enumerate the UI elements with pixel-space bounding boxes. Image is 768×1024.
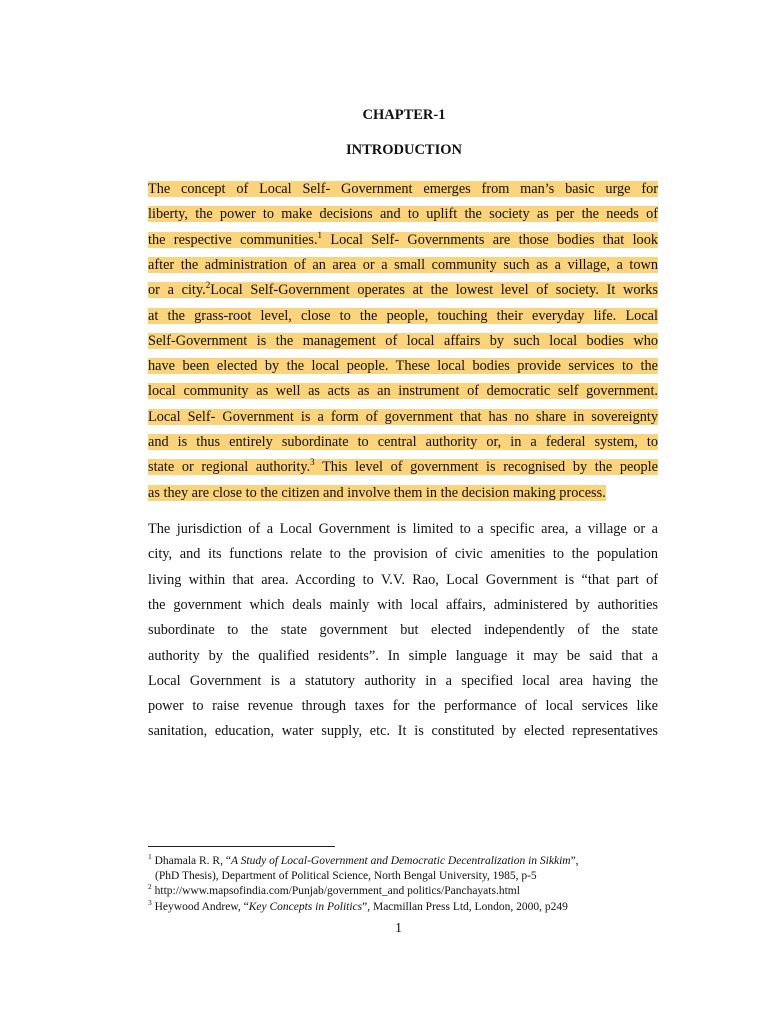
footnote-1-continuation: (PhD Thesis), Department of Political Science, North Bengal University, 1985, p-5 — [155, 870, 537, 882]
paragraph-line: the government which deals mainly with local affairs, administered by authorities — [148, 596, 658, 613]
page-number: 1 — [395, 921, 402, 936]
paragraph-line: Local Government is a statutory authority in a specified local area having the — [148, 672, 658, 689]
paragraph-line: subordinate to the state government but elected independently of the state — [148, 622, 658, 639]
paragraph-line: Local Self- Government is a form of government that has no share in sovereignty — [148, 408, 658, 425]
paragraph-line: The jurisdiction of a Local Government is limited to a specific area, a village or a — [148, 521, 658, 537]
paragraph-line: or a city.$^2$Local Self-Government operates at the lowest level of society. It works — [148, 280, 658, 299]
paragraph-line: as they are close to the citizen and involve them in the decision making process. — [148, 484, 606, 501]
paragraph-line: and is thus entirely subordinate to central authority or, in a federal system, to — [148, 434, 658, 450]
footnote-ref: 1 — [317, 229, 323, 240]
paragraph-line: the respective communities.$^1$ Local Self- Governments are those bodies that look — [148, 229, 658, 248]
footnote-ref: 3 — [310, 457, 315, 468]
paragraph-line: living within that area. According to V.V. Rao, Local Government is “that part of — [148, 571, 658, 588]
paragraph-line: at the grass-root level, close to the people, touching their everyday life. Local — [148, 307, 658, 324]
footnote-3: $^3$ Heywood Andrew, “Key Concepts in Politics”, Macmillan Press Ltd, London, 2000, p249 — [148, 898, 568, 913]
footnote-2-url: http://www.mapsofindia.com/Punjab/government_and politics/Panchayats.html — [151, 885, 520, 897]
paragraph-line: city, and its functions relate to the provision of civic amenities to the population — [148, 546, 658, 563]
paragraph-line: have been elected by the local people. These local bodies provide services to the — [148, 358, 658, 375]
footnote-3-title: Key Concepts in Politics — [248, 901, 363, 913]
paragraph-line: state or regional authority.$^3$ This level of government is recognised by the people — [148, 457, 658, 476]
footnote-ref: 2 — [205, 280, 211, 291]
chapter-label: CHAPTER-1 — [362, 107, 446, 123]
paragraph-line: power to raise revenue through taxes for the performance of local services like — [148, 698, 658, 715]
section-title: INTRODUCTION — [345, 142, 462, 158]
paragraph-line: Self-Government is the management of local affairs by such local bodies who — [148, 332, 658, 349]
paragraph-line: authority by the qualified residents”. In simple language it may be said that a — [148, 647, 658, 664]
paragraph-line: The concept of Local Self- Government emerges from man’s basic urge for — [148, 181, 658, 197]
footnote-1-title: A Study of Local-Government and Democratic Decentralization in Sikkim — [230, 855, 571, 867]
paragraph-line: local community as well as acts as an instrument of democratic self government. — [148, 383, 658, 400]
footnote-separator — [148, 846, 335, 847]
footnote-1: $^1$ Dhamala R. R, “A Study of Local-Government and Democratic Decentralization in Sikkim”, — [148, 852, 579, 867]
paragraph-line: liberty, the power to make decisions and to uplift the society as per the needs of — [148, 206, 658, 223]
paragraph-line: sanitation, education, water supply, etc. It is constituted by elected representatives — [148, 723, 658, 740]
paragraph-line: after the administration of an area or a small community such as a village, a town — [148, 256, 658, 273]
footnote-2: $^2$ http://www.mapsofindia.com/Punjab/government_and politics/Panchayats.html — [148, 882, 520, 897]
